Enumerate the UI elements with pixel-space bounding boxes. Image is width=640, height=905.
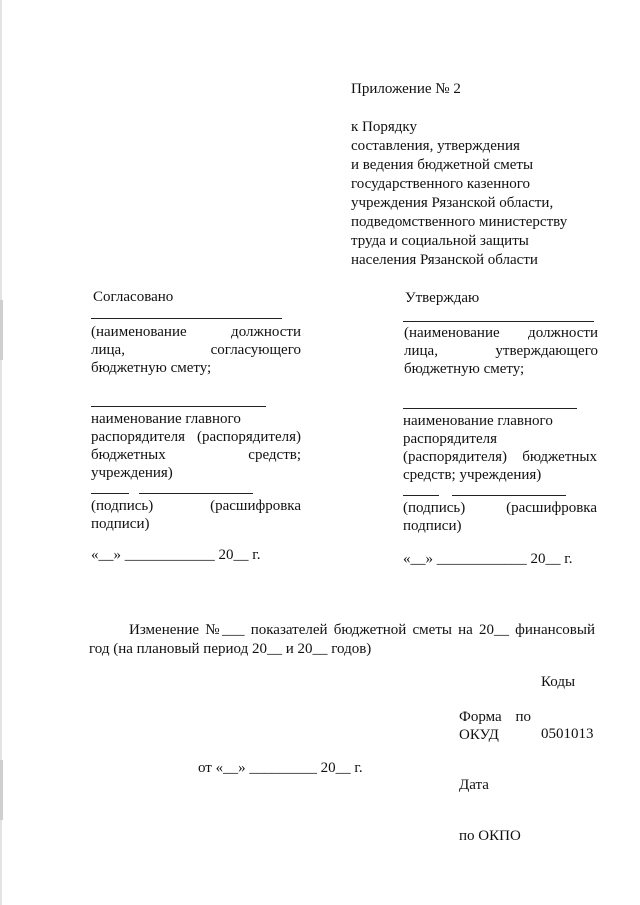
change-title	[89, 621, 595, 659]
approval-right-position	[404, 324, 598, 378]
approval-right-signature	[403, 499, 597, 535]
position-text: бюджетную смету;	[404, 361, 525, 377]
signature-line	[403, 495, 439, 496]
appendix-line: населения Рязанской области	[351, 252, 538, 268]
organization-text: учреждения)	[91, 465, 173, 481]
signature-caption: (подпись) (расшифровка	[403, 500, 597, 516]
organization-text: наименование главного	[403, 413, 553, 429]
appendix-title: Приложение № 2	[351, 81, 461, 97]
approval-left-signature	[91, 497, 301, 533]
approval-right-organization	[403, 412, 597, 484]
approval-right-date: «__» ____________ 20__ г.	[403, 551, 573, 567]
position-text: лица, согласующего	[91, 342, 301, 358]
appendix-line: подведомственного министерству	[351, 214, 568, 230]
signature-line	[139, 493, 253, 494]
date-label: Дата	[459, 777, 489, 793]
signature-caption: подписи)	[91, 516, 150, 532]
approval-right-heading: Утверждаю	[405, 290, 480, 306]
okud-code: 0501013	[541, 726, 594, 742]
organization-text: бюджетных средств;	[91, 447, 301, 463]
signature-line	[91, 318, 282, 319]
appendix-line: и ведения бюджетной сметы	[351, 157, 534, 173]
organization-text: распорядителя	[403, 431, 497, 447]
page-edge-mark	[0, 760, 3, 820]
signature-caption: подписи)	[403, 518, 462, 534]
organization-text: (распорядителя) бюджетных	[403, 449, 597, 465]
codes-header: Коды	[541, 674, 576, 690]
appendix-line: учреждения Рязанской области,	[351, 195, 554, 211]
position-text: бюджетную смету;	[91, 360, 212, 376]
signature-caption: (подпись) (расшифровка	[91, 498, 301, 514]
signature-line	[91, 493, 129, 494]
organization-text: наименование главного	[91, 411, 241, 427]
appendix-line: труда и социальной защиты	[351, 233, 529, 249]
appendix-line: государственного казенного	[351, 176, 531, 192]
form-label-text: ОКУД	[459, 727, 499, 743]
approval-left-heading: Согласовано	[93, 289, 174, 305]
position-text: лица, утверждающего	[404, 343, 598, 359]
organization-text: распорядителя (распорядителя)	[91, 429, 301, 445]
approval-left-date: «__» ____________ 20__ г.	[91, 547, 261, 563]
change-title-line: год (на плановый период 20__ и 20__ годов)	[89, 641, 372, 657]
document-date-line: от «__» _________ 20__ г.	[198, 760, 363, 776]
change-title-line: Изменение №___ показателей бюджетной сметы на 20__ финансовый	[129, 622, 595, 638]
form-okud-label	[459, 708, 531, 744]
signature-line	[91, 406, 266, 407]
signature-line	[403, 321, 594, 322]
form-label-text: Форма по	[459, 709, 531, 725]
appendix-line: к Порядку	[351, 119, 417, 135]
signature-line	[452, 495, 566, 496]
position-text: (наименование должности	[91, 324, 301, 340]
okpo-label: по ОКПО	[459, 828, 521, 844]
approval-left-position	[91, 323, 301, 377]
signature-line	[403, 408, 577, 409]
page-edge-mark	[0, 300, 3, 360]
appendix-line: составления, утверждения	[351, 138, 520, 154]
appendix-block	[351, 80, 591, 270]
position-text: (наименование должности	[404, 325, 598, 341]
organization-text: средств; учреждения)	[403, 467, 542, 483]
approval-left-organization	[91, 410, 301, 482]
